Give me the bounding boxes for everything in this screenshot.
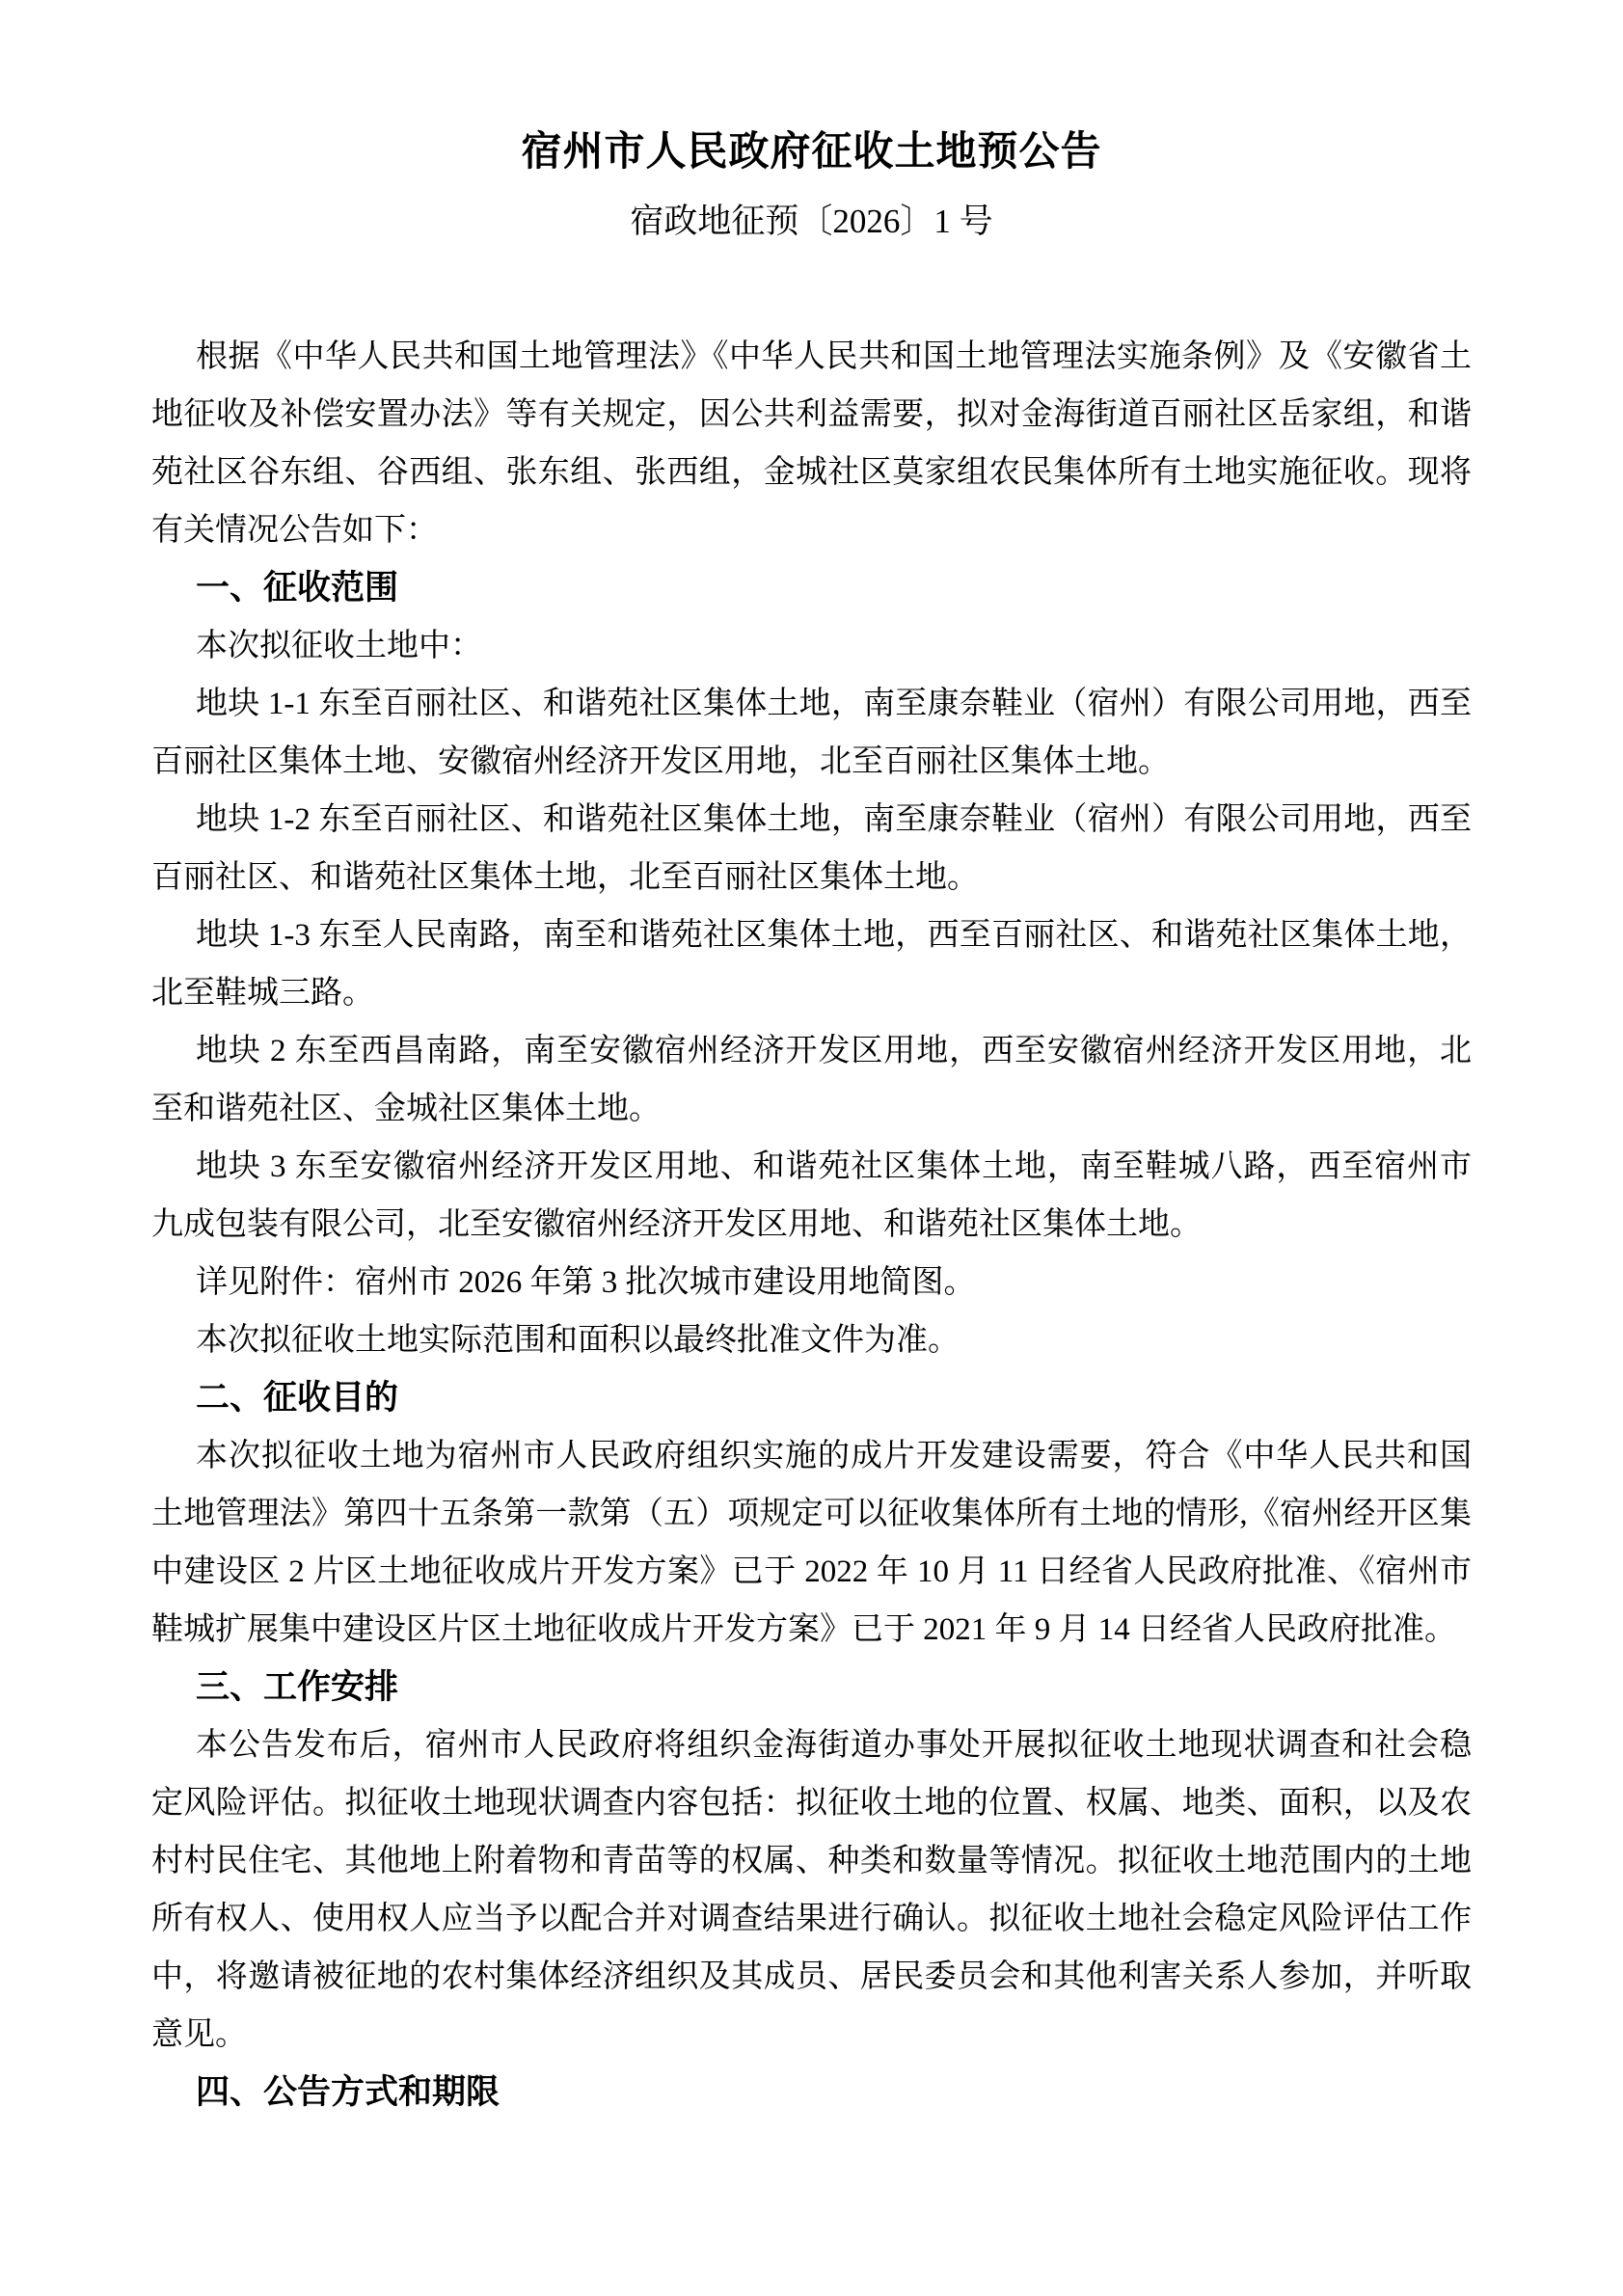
text-line: 地征收及补偿安置办法》等有关规定，因公共利益需要，拟对金海街道百丽社区岳家组，和谐 [151, 397, 1472, 432]
text-line: 地块 1-3 东至人民南路，南至和谐苑社区集体土地，西至百丽社区、和谐苑社区集体土地， [196, 918, 1472, 953]
text-line: 所有权人、使用权人应当予以配合并对调查结果进行确认。拟征收土地社会稳定风险评估工作 [151, 1902, 1472, 1936]
text-line: 中建设区 2 片区土地征收成片开发方案》已于 2022 年 10 月 11 日经省人民政府批准、《宿州市 [151, 1554, 1472, 1589]
document-title: 宿州市人民政府征收土地预公告 [521, 128, 1102, 174]
document-number: 宿政地征预〔2026〕1 号 [630, 203, 993, 240]
text-line: 九成包装有限公司，北至安徽宿州经济开发区用地、和谐苑社区集体土地。 [151, 1207, 1202, 1242]
text-line: 地块 1-1 东至百丽社区、和谐苑社区集体土地，南至康奈鞋业（宿州）有限公司用地，西至 [196, 687, 1472, 721]
text-line: 百丽社区集体土地、安徽宿州经济开发区用地，北至百丽社区集体土地。 [151, 744, 1170, 779]
text-line: 百丽社区、和谐苑社区集体土地，北至百丽社区集体土地。 [151, 860, 979, 895]
section-heading: 三、工作安排 [196, 1668, 399, 1706]
text-line: 地块 1-2 东至百丽社区、和谐苑社区集体土地，南至康奈鞋业（宿州）有限公司用地，西至 [196, 802, 1472, 837]
text-line: 地块 3 东至安徽宿州经济开发区用地、和谐苑社区集体土地，南至鞋城八路，西至宿州市 [196, 1149, 1472, 1184]
text-line: 根据《中华人民共和国土地管理法》《中华人民共和国土地管理法实施条例》及《安徽省土 [196, 339, 1472, 374]
text-line: 本公告发布后，宿州市人民政府将组织金海街道办事处开展拟征收土地现状调查和社会稳 [196, 1728, 1472, 1763]
text-line: 中，将邀请被征地的农村集体经济组织及其成员、居民委员会和其他利害关系人参加，并听取 [151, 1959, 1472, 1994]
text-line: 地块 2 东至西昌南路，南至安徽宿州经济开发区用地，西至安徽宿州经济开发区用地，北 [196, 1034, 1472, 1068]
text-line: 村村民住宅、其他地上附着物和青苗等的权属、种类和数量等情况。拟征收土地范围内的土地 [151, 1844, 1472, 1878]
text-line: 本次拟征收土地为宿州市人民政府组织实施的成片开发建设需要，符合《中华人民共和国 [196, 1439, 1472, 1473]
text-line: 有关情况公告如下： [151, 513, 438, 548]
section-heading: 二、征收目的 [196, 1379, 399, 1417]
text-line: 北至鞋城三路。 [151, 976, 374, 1011]
text-line: 土地管理法》第四十五条第一款第（五）项规定可以征收集体所有土地的情形,《宿州经开区集 [151, 1497, 1472, 1531]
text-line: 定风险评估。拟征收土地现状调查内容包括：拟征收土地的位置、权属、地类、面积，以及农 [151, 1786, 1472, 1821]
text-line: 本次拟征收土地中： [196, 629, 482, 663]
text-line: 鞋城扩展集中建设区片区土地征收成片开发方案》已于 2021 年 9 月 14 日经省人民政府批准。 [151, 1612, 1456, 1647]
text-line: 详见附件：宿州市 2026 年第 3 批次城市建设用地简图。 [196, 1265, 976, 1300]
text-line: 至和谐苑社区、金城社区集体土地。 [151, 1092, 661, 1126]
text-line: 苑社区谷东组、谷西组、张东组、张西组，金城社区莫家组农民集体所有土地实施征收。现将 [151, 455, 1472, 490]
text-line: 意见。 [151, 2017, 247, 2052]
section-heading: 四、公告方式和期限 [196, 2073, 500, 2111]
section-heading: 一、征收范围 [196, 569, 399, 607]
text-line: 本次拟征收土地实际范围和面积以最终批准文件为准。 [196, 1323, 960, 1358]
document-body [151, 328, 1472, 2121]
